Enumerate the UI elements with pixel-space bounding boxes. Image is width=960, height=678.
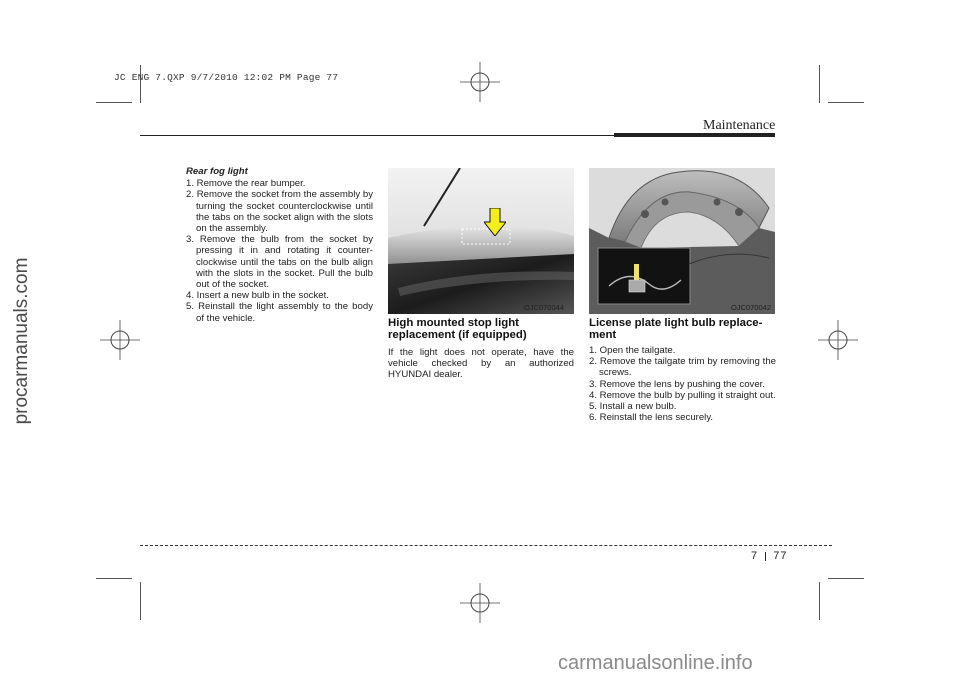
list-item: 1. Remove the rear bumper. [186, 178, 306, 190]
stop-light-column [388, 317, 574, 381]
license-plate-column [589, 317, 776, 423]
header-rule [140, 135, 614, 136]
crop-mark [819, 65, 820, 103]
rear-fog-title: Rear fog light [186, 166, 248, 177]
figure-code: OJC070044 [523, 303, 564, 312]
chapter-number: 7 [751, 550, 759, 562]
list-item: 3. Remove the bulb from the socket by pressing it in and rotating it counter-clockwise until the tabs on the bulb align with the slots in the socket. Pull the bulb out of the socket. [186, 234, 373, 291]
license-plate-figure [589, 168, 775, 314]
page-number [751, 550, 788, 562]
header-rule-accent [614, 133, 775, 137]
crop-mark [828, 578, 864, 579]
registration-mark-right [818, 320, 858, 360]
stop-light-heading: High mounted stop light replacement (if equipped) [388, 317, 527, 341]
list-item: 5. Install a new bulb. [589, 401, 677, 413]
crop-mark [828, 102, 864, 103]
section-title: Maintenance [703, 118, 776, 133]
list-item: 2. Remove the socket from the assembly by turning the socket counterclockwise until the tabs on the socket align with the slots on the assembly. [186, 189, 373, 235]
list-item: 5. Reinstall the light assembly to the body of the vehicle. [186, 301, 373, 324]
crop-mark [96, 102, 132, 103]
page-number-value: 77 [773, 550, 788, 562]
tailgate-illustration [589, 168, 775, 314]
crop-mark [819, 582, 820, 620]
list-item: 3. Remove the lens by pushing the cover. [589, 378, 765, 390]
registration-mark-left [100, 320, 140, 360]
arrow-icon [484, 208, 506, 236]
figure-code: OJC070042 [730, 303, 771, 312]
watermark-left: procarmanuals.com [11, 257, 32, 425]
footer-rule [140, 545, 832, 546]
list-item: 4. Remove the bulb by pulling it straight out. [589, 389, 776, 401]
stop-light-body: If the light does not operate, have the vehicle checked by an authorized HYUNDAI dealer. [388, 347, 574, 381]
rear-fog-column [186, 166, 373, 324]
registration-mark-top [460, 62, 500, 102]
crop-mark [140, 582, 141, 620]
print-slug: JC ENG 7.QXP 9/7/2010 12:02 PM Page 77 [114, 72, 339, 83]
crop-mark [140, 65, 141, 103]
list-item: 1. Open the tailgate. [589, 345, 676, 356]
stop-light-illustration [388, 168, 574, 314]
list-item: 6. Reinstall the lens securely. [589, 412, 714, 424]
list-item: 4. Insert a new bulb in the socket. [186, 290, 329, 302]
watermark-bottom: carmanualsonline.info [558, 652, 753, 674]
list-item: 2. Remove the tailgate trim by removing the screws. [589, 356, 776, 379]
registration-mark-bottom [460, 583, 500, 623]
crop-mark [96, 578, 132, 579]
stop-light-figure [388, 168, 574, 314]
license-plate-heading: License plate light bulb replace-ment [589, 317, 763, 341]
